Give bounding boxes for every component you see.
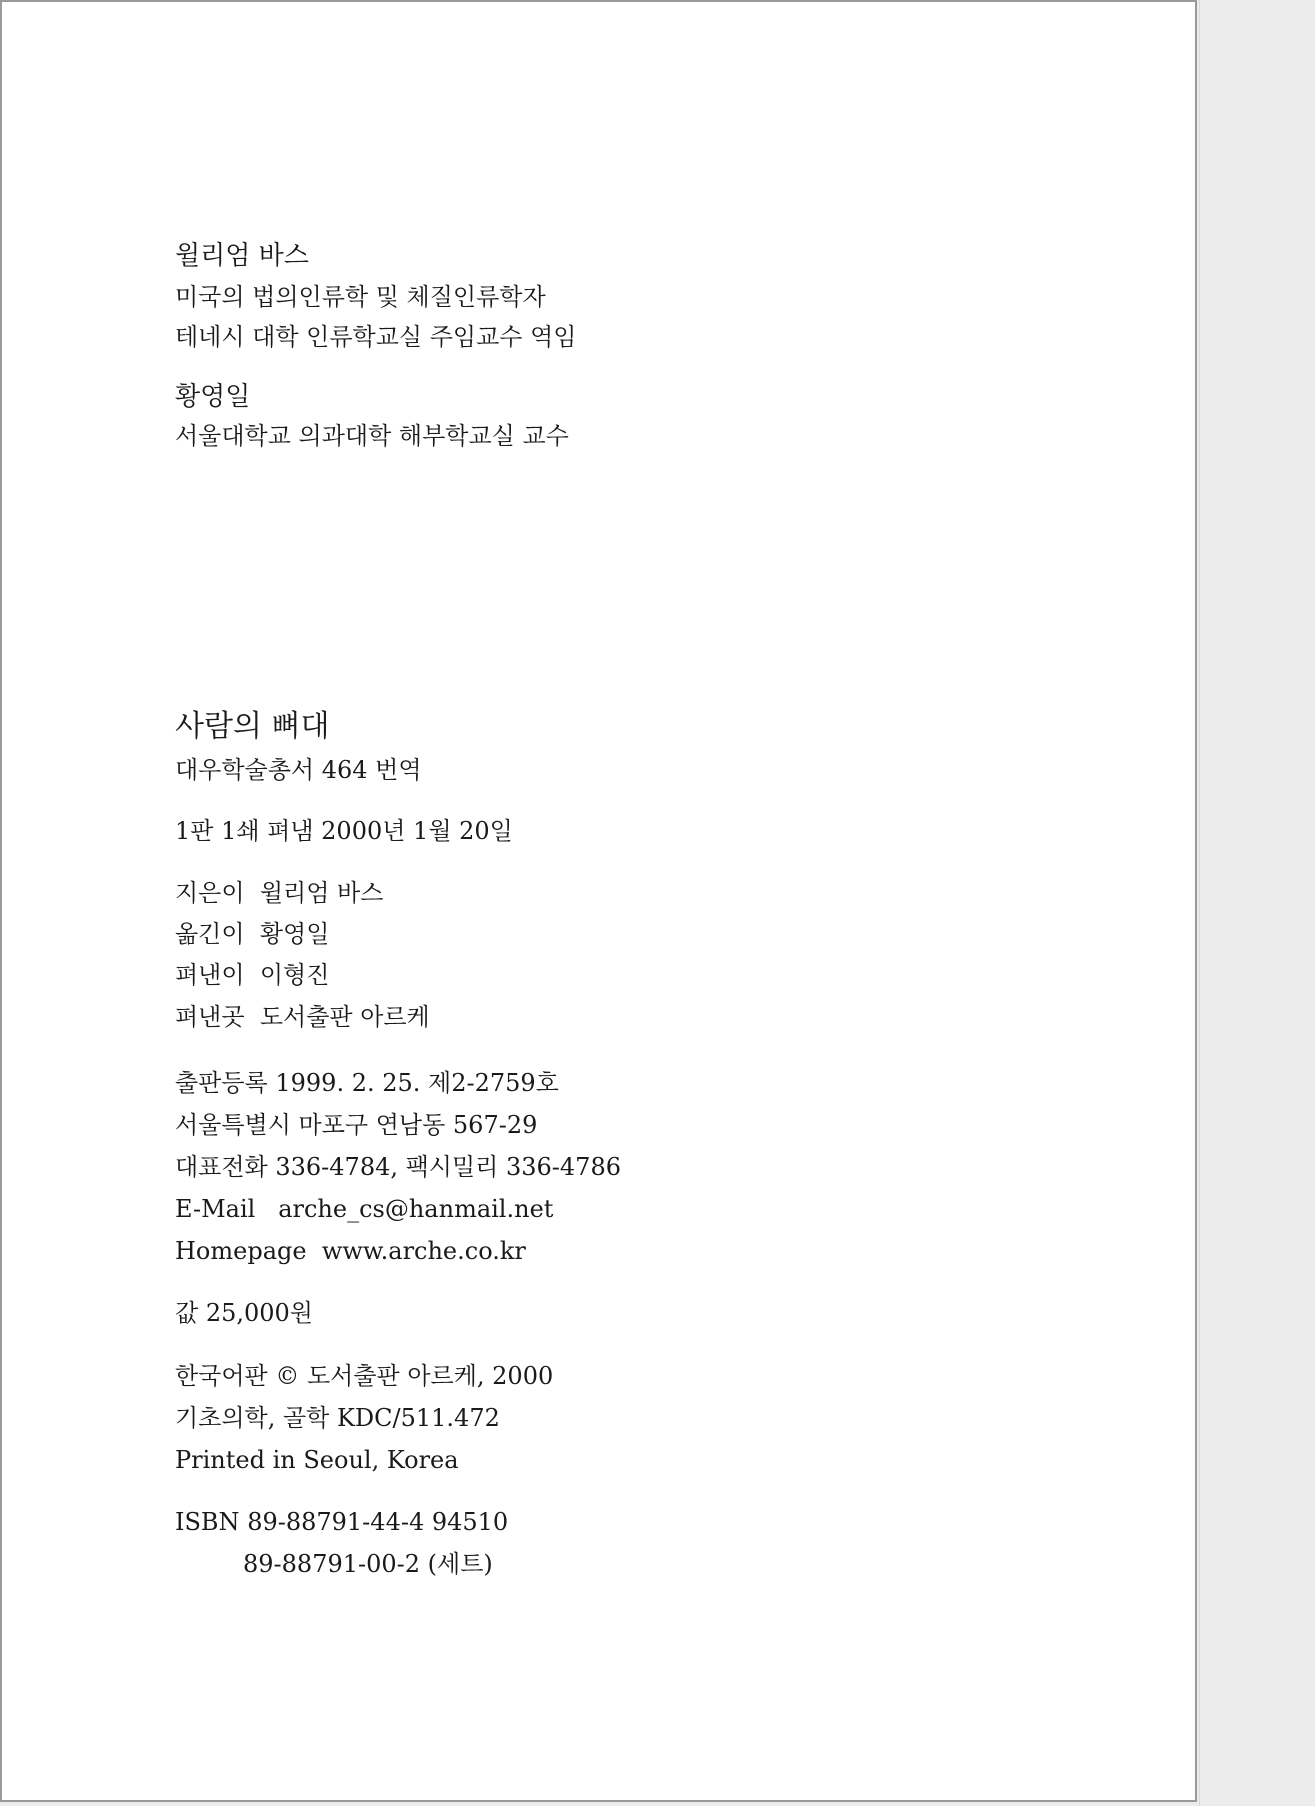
copyright-line-2: 기초의학, 골학 KDC/511.472 (175, 1404, 500, 1432)
credit-value: 황영일 (259, 920, 330, 948)
author-name: 윌리엄 바스 (175, 241, 309, 271)
publisher-address: 서울특별시 마포구 연남동 567-29 (175, 1111, 538, 1139)
author-bio-line-2: 테네시 대학 인류학교실 주임교수 역임 (175, 323, 577, 351)
publisher-phone: 대표전화 336-4784, 팩시밀리 336-4786 (175, 1153, 621, 1181)
translator-name: 황영일 (175, 382, 251, 412)
credit-translator (175, 922, 329, 946)
email-label: E-Mail (175, 1195, 256, 1223)
book-series: 대우학술총서 464 번역 (175, 756, 422, 784)
credit-label: 펴낸곳 (175, 1003, 245, 1031)
credit-publisher-person (175, 963, 329, 987)
isbn-line-2: 89-88791-00-2 (세트) (243, 1550, 493, 1578)
copyright-line-3: Printed in Seoul, Korea (175, 1446, 459, 1474)
credit-value: 이형진 (259, 961, 330, 989)
copyright-line-1: 한국어판 © 도서출판 아르케, 2000 (175, 1362, 554, 1390)
price: 값 25,000원 (175, 1299, 313, 1327)
credit-value: 윌리엄 바스 (259, 879, 384, 907)
credit-publishing-house (175, 1005, 430, 1029)
email-address: arche_cs@hanmail.net (278, 1195, 554, 1223)
translator-bio-line-1: 서울대학교 의과대학 해부학교실 교수 (175, 422, 569, 450)
publisher-homepage-line (175, 1239, 526, 1263)
author-bio-line-1: 미국의 법의인류학 및 체질인류학자 (175, 283, 546, 311)
credit-label: 펴낸이 (175, 961, 245, 989)
credit-label: 지은이 (175, 879, 245, 907)
credit-label: 옮긴이 (175, 920, 245, 948)
homepage-url: www.arche.co.kr (321, 1237, 526, 1265)
homepage-label: Homepage (175, 1237, 307, 1265)
credit-author (175, 881, 383, 905)
book-edition: 1판 1쇄 펴냄 2000년 1월 20일 (175, 817, 513, 845)
credit-value: 도서출판 아르케 (259, 1003, 430, 1031)
isbn-line-1: ISBN 89-88791-44-4 94510 (175, 1508, 509, 1536)
publisher-email-line (175, 1197, 553, 1221)
publisher-registration: 출판등록 1999. 2. 25. 제2-2759호 (175, 1069, 559, 1097)
book-title: 사람의 뼈대 (175, 709, 330, 744)
viewer-background (1199, 0, 1315, 1806)
